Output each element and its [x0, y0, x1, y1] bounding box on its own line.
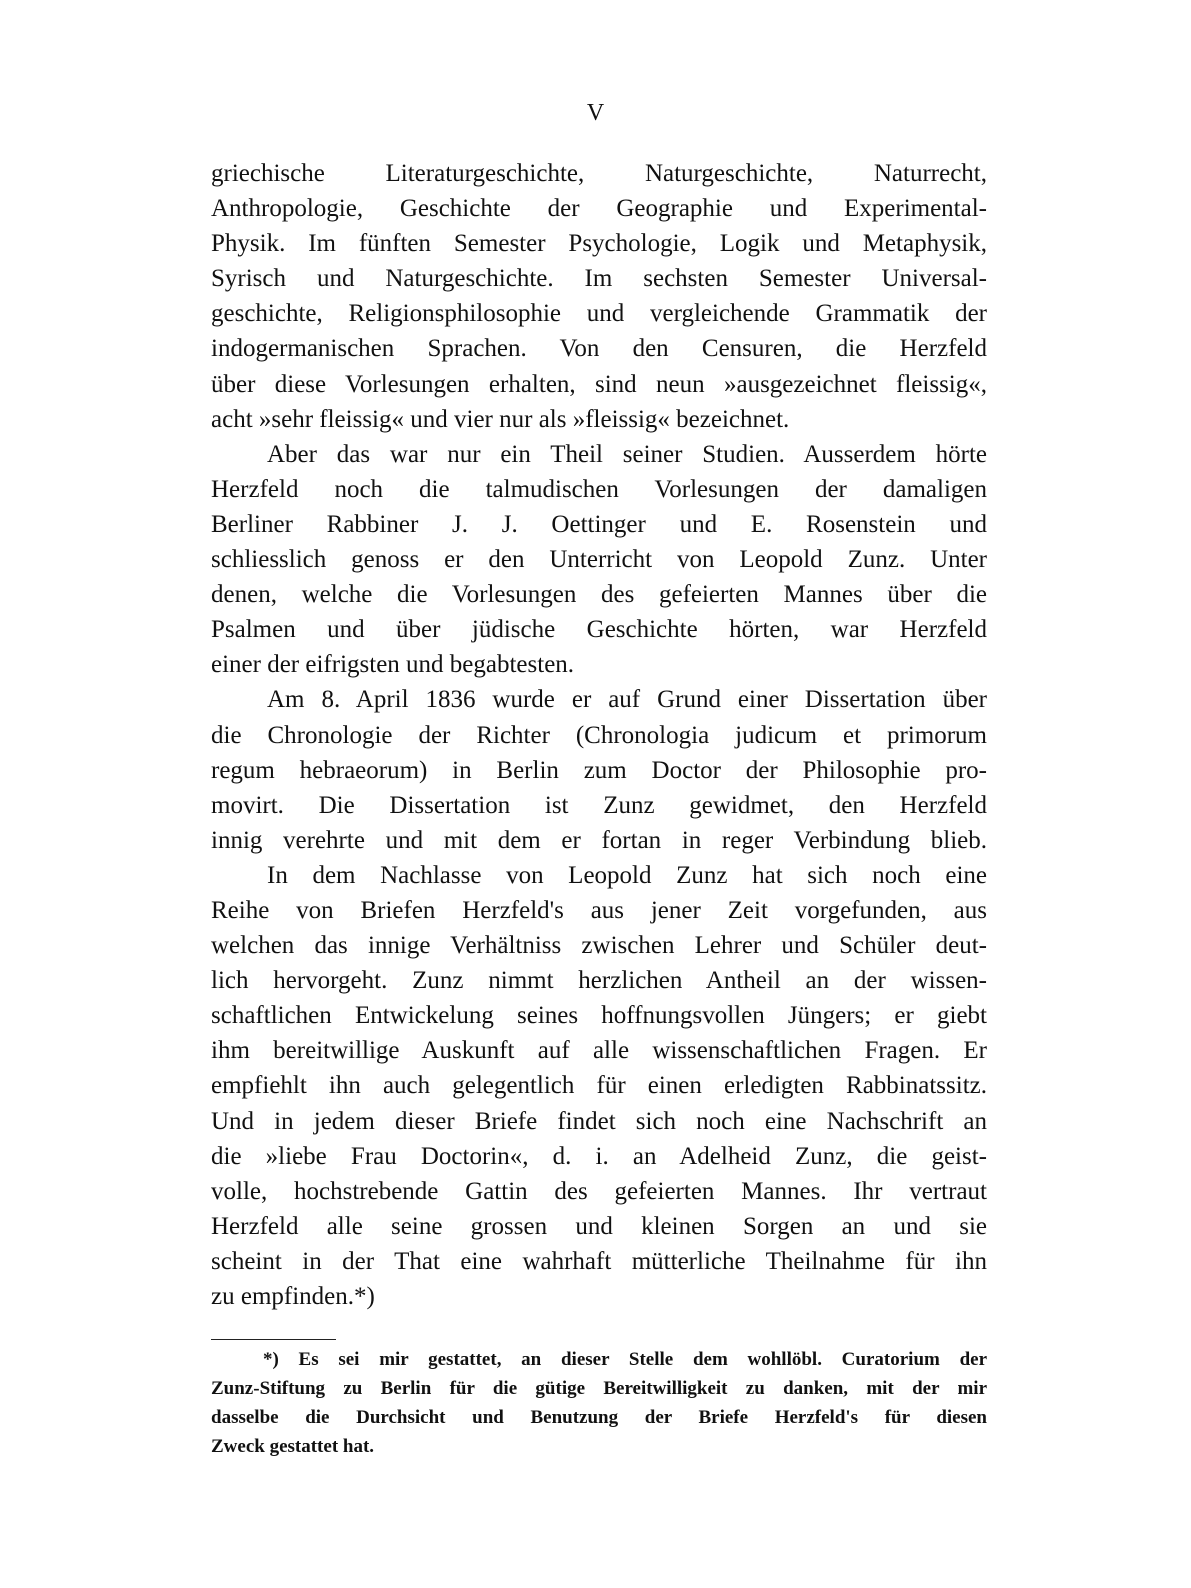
- text-line: Psalmen und über jüdische Geschichte hörten, war Herzfeld: [211, 616, 987, 644]
- text-line: In dem Nachlasse von Leopold Zunz hat sich noch eine: [267, 861, 987, 889]
- footnote-line: dasselbe die Durchsicht und Benutzung der Briefe Herzfeld's für diesen: [211, 1407, 987, 1428]
- text-line: scheint in der That eine wahrhaft mütterliche Theilnahme für ihn: [211, 1247, 987, 1275]
- text-line: acht »sehr fleissig« und vier nur als »fleissig« bezeichnet.: [211, 405, 790, 433]
- text-line: volle, hochstrebende Gattin des gefeierten Mannes. Ihr vertraut: [211, 1177, 987, 1205]
- text-line: Am 8. April 1836 wurde er auf Grund einer Dissertation über: [267, 686, 987, 714]
- text-line: geschichte, Religionsphilosophie und vergleichende Grammatik der: [211, 300, 987, 328]
- text-line: griechische Literaturgeschichte, Naturgeschichte, Naturrecht,: [211, 160, 987, 187]
- text-line: Reihe von Briefen Herzfeld's aus jener Zeit vorgefunden, aus: [211, 896, 987, 924]
- footnote-separator: [211, 1339, 336, 1340]
- text-line: Syrisch und Naturgeschichte. Im sechsten Semester Universal-: [211, 265, 987, 293]
- text-line: einer der eifrigsten und begabtesten.: [211, 651, 575, 679]
- text-line: indogermanischen Sprachen. Von den Censuren, die Herzfeld: [211, 335, 987, 363]
- footnote-line: Zunz-Stiftung zu Berlin für die gütige Bereitwilligkeit zu danken, mit der mir: [211, 1378, 987, 1399]
- page-number: V: [586, 100, 605, 126]
- text-line: Herzfeld alle seine grossen und kleinen Sorgen an und sie: [211, 1212, 987, 1240]
- text-line: Berliner Rabbiner J. J. Oettinger und E. Rosenstein und: [211, 510, 987, 538]
- text-line: über diese Vorlesungen erhalten, sind neun »ausgezeichnet fleissig«,: [211, 370, 987, 398]
- text-line: innig verehrte und mit dem er fortan in reger Verbindung blieb.: [211, 826, 987, 854]
- text-line: Herzfeld noch die talmudischen Vorlesungen der damaligen: [211, 475, 987, 503]
- text-line: welchen das innige Verhältniss zwischen Lehrer und Schüler deut-: [211, 932, 987, 960]
- text-line: movirt. Die Dissertation ist Zunz gewidmet, den Herzfeld: [211, 791, 987, 819]
- text-line: Physik. Im fünften Semester Psychologie, Logik und Metaphysik,: [211, 230, 987, 258]
- text-line: Anthropologie, Geschichte der Geographie und Experimental-: [211, 195, 987, 223]
- text-line: die Chronologie der Richter (Chronologia judicum et primorum: [211, 721, 987, 749]
- text-line: Und in jedem dieser Briefe findet sich noch eine Nachschrift an: [211, 1107, 987, 1135]
- text-line: zu empfinden.*): [211, 1283, 375, 1310]
- footnote: [211, 1345, 987, 1461]
- footnote-line: Zweck gestattet hat.: [211, 1436, 375, 1457]
- text-line: denen, welche die Vorlesungen des gefeierten Mannes über die: [211, 581, 987, 609]
- text-line: regum hebraeorum) in Berlin zum Doctor der Philosophie pro-: [211, 756, 987, 784]
- text-line: empfiehlt ihn auch gelegentlich für einen erledigten Rabbinatssitz.: [211, 1072, 987, 1100]
- text-line: ihm bereitwillige Auskunft auf alle wissenschaftlichen Fragen. Er: [211, 1037, 987, 1065]
- text-line: Aber das war nur ein Theil seiner Studien. Ausserdem hörte: [267, 440, 987, 468]
- text-line: schliesslich genoss er den Unterricht von Leopold Zunz. Unter: [211, 546, 987, 574]
- text-line: lich hervorgeht. Zunz nimmt herzlichen Antheil an der wissen-: [211, 967, 987, 995]
- text-line: die »liebe Frau Doctorin«, d. i. an Adelheid Zunz, die geist-: [211, 1142, 987, 1170]
- footnote-line: *) Es sei mir gestattet, an dieser Stelle dem wohllöbl. Curatorium der: [263, 1349, 987, 1370]
- body-text: [211, 156, 987, 1314]
- text-line: schaftlichen Entwickelung seines hoffnungsvollen Jüngers; er giebt: [211, 1002, 987, 1030]
